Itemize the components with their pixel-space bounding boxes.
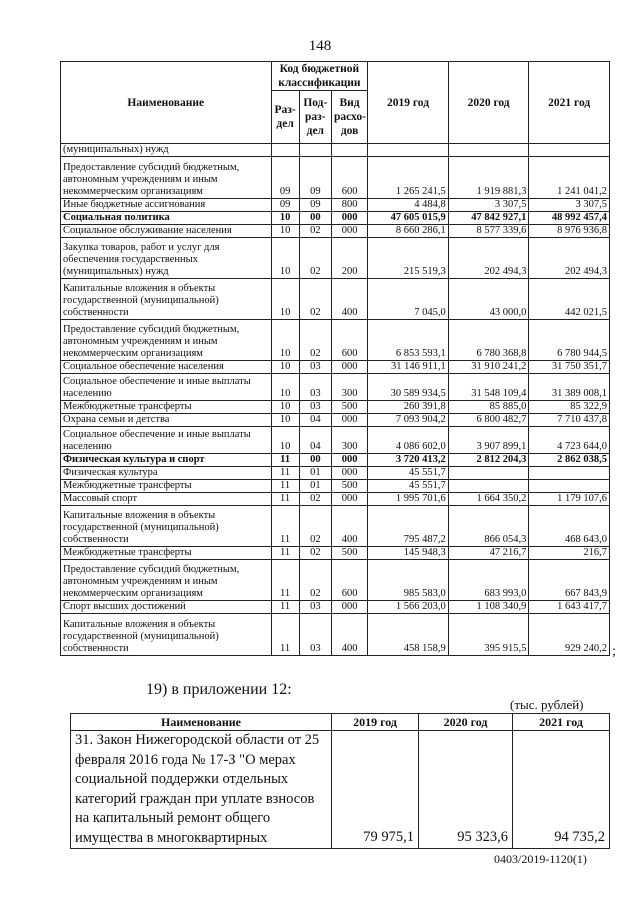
cell-rz: 09 [271,157,299,199]
col-header-2020: 2020 год [448,62,529,144]
table-row [61,374,610,401]
cell-name: Капитальные вложения в объекты государственной (муниципальной) собственности [61,614,272,656]
cell-v2020: 3 907 899,1 [448,427,529,454]
cell-v2021 [529,467,610,480]
cell-v2021: 216,7 [529,547,610,560]
cell-rz: 11 [271,454,299,467]
table-row [61,480,610,493]
cell-rz: 10 [271,212,299,225]
cell-v2020: 1 108 340,9 [448,601,529,614]
cell-v2020: 47 842 927,1 [448,212,529,225]
cell-name: Капитальные вложения в объекты государственной (муниципальной) собственности [61,279,272,320]
cell-name: Социальное обслуживание населения [61,225,272,238]
t2-header-2021: 2021 год [513,714,610,731]
table-row [61,401,610,414]
cell-v2020: 395 915,5 [448,614,529,656]
cell-pr: 03 [299,614,331,656]
cell-pr: 01 [299,480,331,493]
table-row [61,427,610,454]
cell-pr: 03 [299,601,331,614]
cell-rz: 11 [271,560,299,601]
cell-pr: 00 [299,212,331,225]
cell-name: Предоставление субсидий бюджетным, автономным учреждениям и иным некоммерческим организациям [61,320,272,361]
table-row [61,467,610,480]
appendix-12-table [70,713,610,849]
cell-name: Межбюджетные трансферты [61,401,272,414]
cell-v2021: 1 179 107,6 [529,493,610,506]
cell-name: Межбюджетные трансферты [61,480,272,493]
cell-v2020: 47 216,7 [448,547,529,560]
section-title: 19) в приложении 12: [146,681,292,698]
cell-pr: 04 [299,427,331,454]
cell-v2021: 85 322,9 [529,401,610,414]
document-code: 0403/2019-1120(1) [494,852,587,866]
cell-vr: 500 [331,401,367,414]
table-row [61,506,610,547]
cell-pr: 04 [299,414,331,427]
cell-v2019: 795 487,2 [368,506,449,547]
table-row [61,414,610,427]
cell-name: Социальное обеспечение и иные выплаты населению [61,427,272,454]
cell-v2020 [448,467,529,480]
cell-v2020: 866 054,3 [448,506,529,547]
cell-v2021: 1 241 041,2 [529,157,610,199]
cell-name: Социальная политика [61,212,272,225]
col-header-razdel: Раз-дел [271,91,299,144]
cell-rz: 10 [271,320,299,361]
col-header-code-group: Код бюджетной классификации [271,62,368,91]
cell-vr: 400 [331,506,367,547]
table-row [61,157,610,199]
cell-v2019: 145 948,3 [368,547,449,560]
cell-v2021: 1 643 417,7 [529,601,610,614]
cell-name: Межбюджетные трансферты [61,547,272,560]
cell-pr: 09 [299,199,331,212]
cell-v2021: 94 735,2 [513,731,610,849]
cell-v2019: 4 484,8 [368,199,449,212]
table-row [61,454,610,467]
cell-v2021: 202 494,3 [529,238,610,279]
t2-header-name: Наименование [71,714,332,731]
cell-pr: 02 [299,547,331,560]
cell-v2021: 31 750 351,7 [529,361,610,374]
cell-vr: 500 [331,547,367,560]
cell-v2019: 4 086 602,0 [368,427,449,454]
cell-v2021: 7 710 437,8 [529,414,610,427]
cell-name: Массовый спорт [61,493,272,506]
table-row [61,279,610,320]
table-row [61,614,610,656]
cell-v2019: 7 093 904,2 [368,414,449,427]
cell-v2020: 85 885,0 [448,401,529,414]
cell-v2020: 2 812 204,3 [448,454,529,467]
cell-name: Физическая культура и спорт [61,454,272,467]
cell-pr: 02 [299,279,331,320]
cell-vr: 300 [331,374,367,401]
cell-name: Закупка товаров, работ и услуг для обеспечения государственных (муниципальных) нужд [61,238,272,279]
cell-pr [299,144,331,157]
cell-vr: 200 [331,238,367,279]
cell-rz: 11 [271,493,299,506]
cell-v2020: 8 577 339,6 [448,225,529,238]
cell-name: (муниципальных) нужд [61,144,272,157]
cell-v2021: 4 723 644,0 [529,427,610,454]
table-row [61,238,610,279]
cell-pr: 02 [299,320,331,361]
cell-rz: 11 [271,480,299,493]
cell-name: Предоставление субсидий бюджетным, автономным учреждениям и иным некоммерческим организациям [61,560,272,601]
cell-v2019: 1 265 241,5 [368,157,449,199]
cell-rz: 10 [271,279,299,320]
cell-name: Физическая культура [61,467,272,480]
table-row [61,361,610,374]
cell-rz: 10 [271,401,299,414]
cell-pr: 00 [299,454,331,467]
cell-rz: 11 [271,467,299,480]
table-row [61,601,610,614]
table-row [61,320,610,361]
cell-vr: 300 [331,427,367,454]
cell-v2019: 1 995 701,6 [368,493,449,506]
table-row [71,731,610,849]
cell-v2020: 202 494,3 [448,238,529,279]
cell-vr: 600 [331,157,367,199]
cell-v2019: 6 853 593,1 [368,320,449,361]
table-row [61,199,610,212]
cell-v2020 [448,144,529,157]
cell-v2020: 6 800 482,7 [448,414,529,427]
cell-v2019: 31 146 911,1 [368,361,449,374]
cell-vr: 400 [331,614,367,656]
table-row [61,493,610,506]
cell-v2019: 7 045,0 [368,279,449,320]
cell-v2020: 1 919 881,3 [448,157,529,199]
cell-vr: 000 [331,225,367,238]
t2-header-2020: 2020 год [419,714,513,731]
cell-v2019: 458 158,9 [368,614,449,656]
cell-rz: 10 [271,225,299,238]
cell-v2019: 215 519,3 [368,238,449,279]
cell-v2019 [368,144,449,157]
cell-v2019: 45 551,7 [368,480,449,493]
cell-pr: 03 [299,374,331,401]
col-header-name: Наименование [61,62,272,144]
cell-rz: 10 [271,374,299,401]
cell-v2019: 45 551,7 [368,467,449,480]
cell-rz: 11 [271,614,299,656]
cell-vr: 000 [331,601,367,614]
cell-v2020: 1 664 350,2 [448,493,529,506]
cell-rz: 11 [271,547,299,560]
col-header-podrazdel: Под-раз-дел [299,91,331,144]
cell-vr: 000 [331,361,367,374]
cell-v2021: 468 643,0 [529,506,610,547]
cell-vr: 600 [331,560,367,601]
cell-v2020: 683 993,0 [448,560,529,601]
cell-vr: 000 [331,414,367,427]
cell-v2021: 48 992 457,4 [529,212,610,225]
cell-name: Предоставление субсидий бюджетным, автономным учреждениям и иным некоммерческим организациям [61,157,272,199]
cell-vr: 500 [331,480,367,493]
unit-label: (тыс. рублей) [510,697,584,712]
cell-v2019: 1 566 203,0 [368,601,449,614]
page-number: 148 [308,38,332,54]
table-row [61,144,610,157]
cell-v2021: 667 843,9 [529,560,610,601]
cell-name: Социальное обеспечение населения [61,361,272,374]
cell-v2021: 6 780 944,5 [529,320,610,361]
cell-name: 31. Закон Нижегородской области от 25 февраля 2016 года № 17-З "О мерах социальной поддержки отдельных категорий граждан при уплате взносов на капитальный ремонт общего имущества в многоквартирных [71,731,332,849]
cell-pr: 02 [299,225,331,238]
cell-pr: 09 [299,157,331,199]
cell-pr: 02 [299,506,331,547]
cell-rz: 10 [271,361,299,374]
cell-v2021: 3 307,5 [529,199,610,212]
col-header-2019: 2019 год [368,62,449,144]
t2-header-2019: 2019 год [332,714,419,731]
cell-v2019: 79 975,1 [332,731,419,849]
table-row [61,560,610,601]
cell-v2021: 2 862 038,5 [529,454,610,467]
cell-v2019: 47 605 015,9 [368,212,449,225]
cell-rz: 10 [271,427,299,454]
cell-rz: 10 [271,238,299,279]
cell-name: Иные бюджетные ассигнования [61,199,272,212]
cell-pr: 03 [299,401,331,414]
cell-pr: 02 [299,560,331,601]
cell-v2020: 31 548 109,4 [448,374,529,401]
cell-name: Капитальные вложения в объекты государственной (муниципальной) собственности [61,506,272,547]
cell-rz [271,144,299,157]
cell-rz: 10 [271,414,299,427]
cell-v2019: 30 589 934,5 [368,374,449,401]
cell-v2020: 43 000,0 [448,279,529,320]
cell-v2020: 3 307,5 [448,199,529,212]
col-header-vid: Вид расхо-дов [331,91,367,144]
cell-v2019: 3 720 413,2 [368,454,449,467]
cell-vr: 000 [331,212,367,225]
cell-v2020 [448,480,529,493]
cell-pr: 03 [299,361,331,374]
cell-v2021: 8 976 936,8 [529,225,610,238]
cell-v2021 [529,480,610,493]
cell-v2019: 8 660 286,1 [368,225,449,238]
cell-v2021: 929 240,2 [529,614,610,656]
cell-vr: 600 [331,320,367,361]
cell-vr: 000 [331,467,367,480]
table-row [61,225,610,238]
cell-rz: 11 [271,506,299,547]
cell-name: Социальное обеспечение и иные выплаты населению [61,374,272,401]
cell-vr: 000 [331,454,367,467]
cell-rz: 11 [271,601,299,614]
table-row [61,212,610,225]
cell-vr: 400 [331,279,367,320]
cell-v2021: 31 389 008,1 [529,374,610,401]
cell-v2020: 6 780 368,8 [448,320,529,361]
cell-name: Спорт высших достижений [61,601,272,614]
cell-pr: 02 [299,493,331,506]
cell-rz: 09 [271,199,299,212]
col-header-2021: 2021 год [529,62,610,144]
cell-vr: 000 [331,493,367,506]
cell-pr: 01 [299,467,331,480]
cell-v2019: 260 391,8 [368,401,449,414]
cell-v2020: 31 910 241,2 [448,361,529,374]
cell-name: Охрана семьи и детства [61,414,272,427]
table-row [61,547,610,560]
budget-table [60,61,610,656]
trailing-semicolon: ; [612,644,616,659]
cell-v2020: 95 323,6 [419,731,513,849]
cell-v2021 [529,144,610,157]
cell-vr [331,144,367,157]
cell-pr: 02 [299,238,331,279]
cell-v2019: 985 583,0 [368,560,449,601]
cell-v2021: 442 021,5 [529,279,610,320]
cell-vr: 800 [331,199,367,212]
